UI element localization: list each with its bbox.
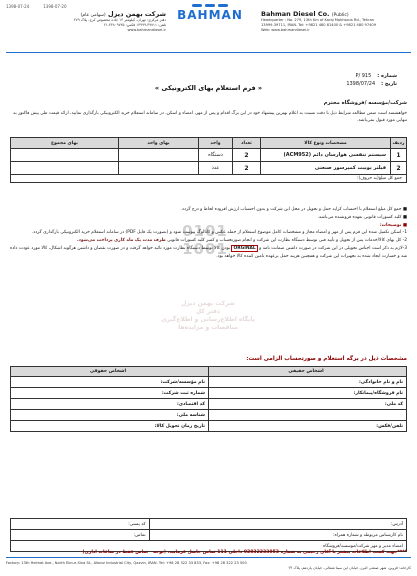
date-stamps [6, 4, 67, 9]
website-en: Web: www.bahmandiesel.ir [261, 28, 310, 32]
table-footer-row [11, 175, 407, 183]
note-bullet: ■ کلیه کسورات قانونی بعهده فروشنده می‌باشد. [317, 214, 407, 220]
price-input[interactable] [119, 149, 199, 162]
original-badge: ORGINAL [233, 245, 256, 251]
field-expert-name[interactable]: نام کارشناس مربوطه و شماره همراه: [149, 530, 406, 541]
note-3: 3-لازم به ذکر است اجناس تحویلی در این شرکت در صورت داشتن ضمانت نامه و ORGINAL بودن کالا توسط دستگاه نظارت مورد تائید خواهد گرفت و در صورت نقصان و داشتن هرگونه اشکال، کالا مورد عودت داده شد و خسارت ایجاد شده به تجهیزات این شرکت و همچنین هزینه حمل برعهده تامین کننده کالا خواهد بود. [10, 245, 407, 259]
total-in-words-label: جمع کل مبلغ(به حروف): [11, 175, 407, 183]
address-fa: دفتر مرکزی: تهران، کیلومتر ۱۳ جاده مخصوص کرج، پلاک ۲۷۹ [73, 18, 166, 22]
date-stamp: 1398-07-20 [43, 4, 67, 9]
total-input[interactable] [11, 162, 119, 175]
salutation: شرکت/مؤسسه /فروشگاه محترم [323, 100, 407, 106]
form-section-title: مشخصات ذیل در برگه استعلام و صورتحساب الزامی است: [246, 356, 407, 362]
items-header-row [11, 138, 407, 149]
field-economic-code[interactable]: کد اقتصادی: [11, 399, 209, 410]
field-empty[interactable] [209, 410, 407, 421]
phones-fa: تلفن: ۳۹۷۱۱-۱۳۹۹۹ فکس: ۴۴۸۰۹۷۲۵-۲۱ [103, 23, 166, 27]
form-row [11, 421, 407, 432]
intro-paragraph: خواهشمند است ضمن مطالعه شرایط ذیل با دقت نسبت به اعلام بهترین پیشنهاد خود در این برگ اقدام و پس از مهر، امضاء و اسکن، در سامانه استعلام خرید الکترونیکی بارگذاری نمایید، ارائه قیمت طی پیش فاکتور به تنهایی مورد قبول نمی‌باشد. [13, 111, 407, 123]
col-price: بهای واحد [119, 138, 199, 149]
field-national-code[interactable]: کد ملی: [209, 399, 407, 410]
col-total: بهای مجموع [11, 138, 119, 149]
field-phone-fax[interactable]: تلفن/فکس: [209, 421, 407, 432]
header-english [261, 10, 411, 33]
field-registration-no[interactable]: شماره ثبت شرکت: [11, 388, 209, 399]
notes-heading: ■ توضیحات: [379, 222, 407, 228]
company-name-fa: شرکت بهمن دیزل (سهامی عام) [80, 10, 166, 18]
signature-table [10, 518, 407, 552]
header-persian [6, 10, 166, 33]
field-national-id[interactable]: شناسه ملی: [11, 410, 209, 421]
footer-address-en: Factory: 13th Helmat Ave., North Ebn-e-Sina St., Alborz Industrial City, Qazvin, IRAN. Tel: +98 28 322 33 853, Fax: +98 28 322 23 500 [6, 561, 247, 565]
page-title: « فرم استعلام بهای الکترونیکی » [154, 84, 263, 92]
stamp-overlay: شرکت بهمن دیزل دفتر کل پایگاه اطلاع‌رسانی و اطلاع‌گیری مناقصات و مزایده‌ها [161, 300, 255, 331]
field-company-name[interactable]: نام مؤسسه/شرکت: [11, 377, 209, 388]
col-desc: مشخصات ونوع کالا [261, 138, 391, 149]
website-fa: www.bahmandiesel.ir [127, 28, 166, 32]
date-label: تاریخ : [381, 81, 397, 87]
footer-divider [6, 557, 411, 558]
logo-text: BAHMAN [177, 8, 243, 22]
supplier-form-table [10, 366, 407, 432]
company-name-en: Bahman Diesel Co. (Public) [261, 10, 349, 18]
field-signature-stamp[interactable]: امضاء مدیر و مهر شرکت/موسسه/فروشگاه [11, 541, 407, 552]
col-unit: واحد [199, 138, 233, 149]
col-no: ردیف [391, 138, 407, 149]
form-row [11, 399, 407, 410]
price-input[interactable] [119, 162, 199, 175]
note-bullet: ■ جمع کل مبلغ استعلام با احتساب کرایه حمل و تحویل در محل این شرکت و بدون احتساب ارزش افزوده لحاظ و درج گردد. [180, 207, 407, 212]
notes-section [10, 206, 407, 261]
footer-address [6, 561, 411, 571]
number-value: P/ 915 [355, 73, 372, 79]
field-full-name[interactable]: نام و نام خانوادگی: [209, 377, 407, 388]
header-divider [6, 52, 411, 53]
watermark-stamp: 0101 1001 [182, 222, 228, 258]
bahman-logo [160, 4, 260, 22]
number-label: شماره : [377, 73, 397, 79]
field-store-name[interactable]: نام فروشگاه/پیمانکار: [209, 388, 407, 399]
date-value: 1398/07/24 [346, 81, 376, 87]
footer-address-fa: کارخانه: قزوین، شهر صنعتی البرز، خیابان ابن سینا شمالی، خیابان یازدهم، پلاک ۲۴ [288, 566, 411, 570]
field-contact[interactable]: تماس: [11, 530, 150, 541]
field-address[interactable]: آدرس: [149, 519, 406, 530]
note-2: 2- کل بهای کالا/خدمات پس از تحویل و تأیید فنی توسط دستگاه نظارت این شرکت و انجام صورتحساب و کسر کلیه کسورات قانونی ظرف مدت یک ماه کاری پرداخت می‌شود. [77, 238, 407, 244]
phones-en: 13999-39711, IRAN. Tel: +9821 480 81400 & +9821 480 97409 [261, 23, 376, 27]
items-table [10, 137, 407, 183]
address-en: Headquarter : No. 279, 13th Km of Karaj Makhsous Rd., Tehran [261, 18, 375, 22]
total-input[interactable] [11, 149, 119, 162]
contact-notice: ****جهت کسب اطلاعات بیشتر با آقای رحیمی به شماره 02832233853 داخلی 111 تماس حاصل فرمایید. (توجه - تماس فقط در ساعات اداری) [82, 550, 407, 555]
table-row: 2 فیلتر یونیت کمپرسور صنعتی 2 عدد [11, 162, 407, 175]
note-1: 1- اسکن تکمیل شده این فرم پس از مهر و امضاء مجاز و مشخصات کامل موضوع استعلام از جمله عکس و کاتالوگ پیوست شود و (بصورت یک فایل PDF) در سامانه استعلام خرید الکترونیکی بارگذاری گردد. [31, 230, 407, 236]
form-row [11, 377, 407, 388]
table-row: 1 سیستم تنفسی هوارسان دائم (ACM952) 2 دستگاه [11, 149, 407, 162]
date-stamp: 1398-07-24 [6, 4, 30, 9]
form-row [11, 410, 407, 421]
col-natural: اشخاص حقیقی [209, 367, 407, 377]
form-row [11, 388, 407, 399]
col-legal: اشخاص حقوقی [11, 367, 209, 377]
col-qty: تعداد [233, 138, 261, 149]
logo-icon [160, 4, 260, 7]
field-delivery-date[interactable]: تاریخ زمان تحویل کالا: [11, 421, 209, 432]
field-postal-code[interactable]: کد پستی: [11, 519, 150, 530]
